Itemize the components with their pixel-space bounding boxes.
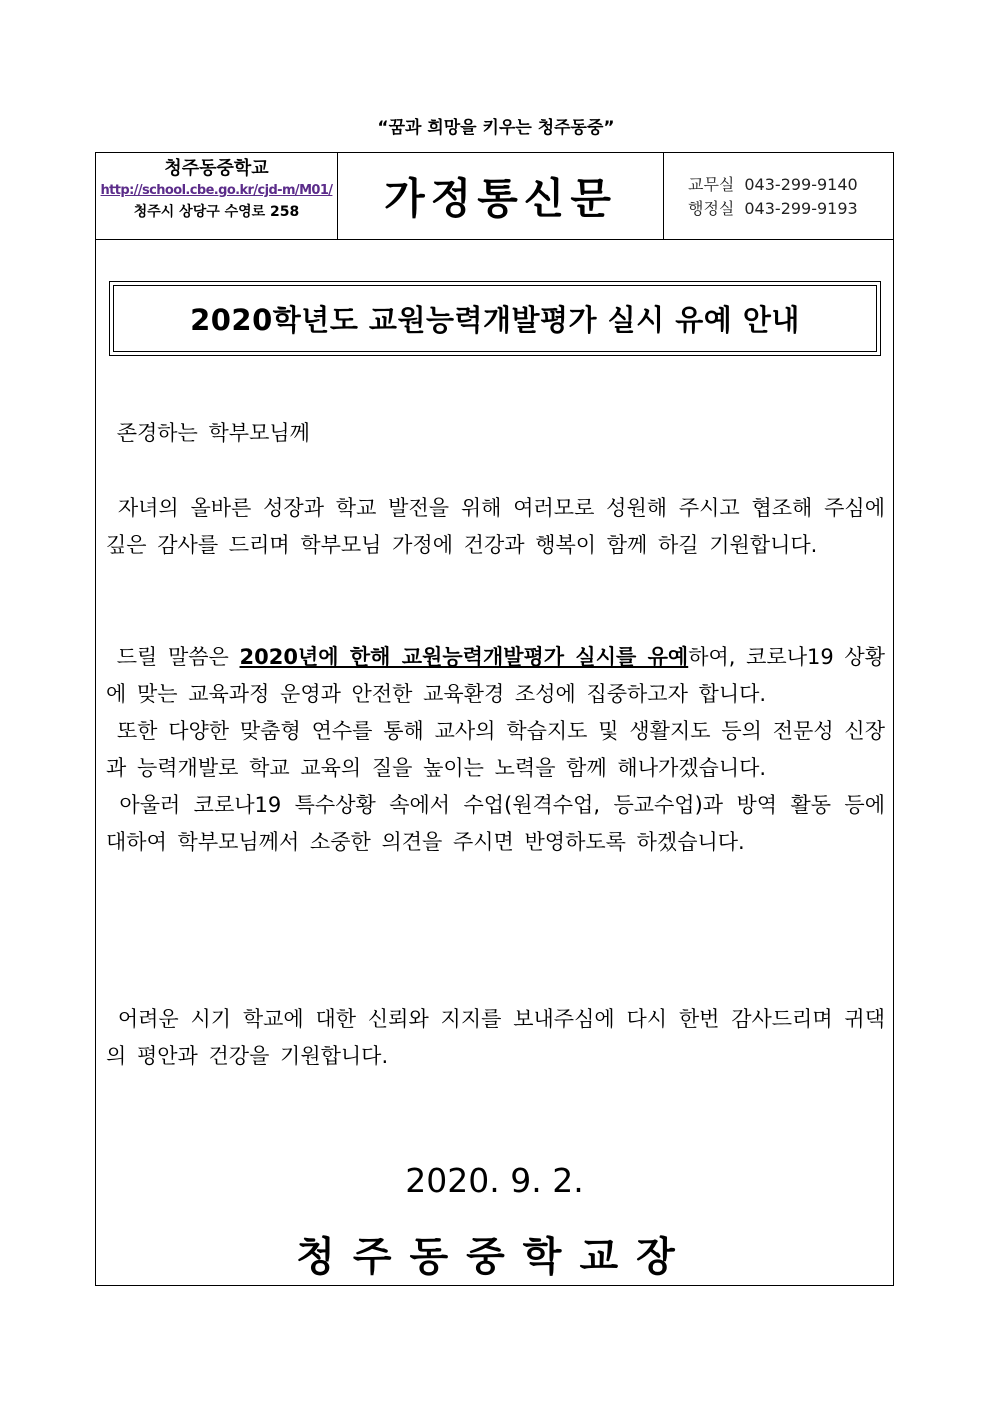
phone-row-academic bbox=[688, 173, 893, 197]
principal-signature: 청주동중학교장 bbox=[296, 1234, 693, 1280]
newsletter-header bbox=[96, 153, 893, 240]
issue-date: 2020. 9. 2. bbox=[405, 1161, 584, 1200]
greeting: 존경하는 학부모님께 bbox=[116, 421, 310, 445]
newsletter-title-cell bbox=[338, 153, 664, 239]
paragraph-thanks: 자녀의 올바른 성장과 학교 발전을 위해 여러모로 성원해 주시고 협조해 주심에 깊은 감사를 드리며 학부모님 가정에 건강과 행복이 함께 하길 기원합니다. bbox=[106, 496, 885, 557]
document-title-box bbox=[109, 281, 881, 356]
paragraph-closing: 어려운 시기 학교에 대한 신뢰와 지지를 보내주심에 다시 한번 감사드리며 귀댁의 평안과 건강을 기원합니다. bbox=[106, 1007, 885, 1068]
newsletter-title: 가정통신문 bbox=[384, 174, 617, 223]
school-info bbox=[96, 153, 338, 239]
school-name: 청주동중학교 bbox=[164, 158, 269, 179]
school-motto: “꿈과 희망을 키우는 청주동중” bbox=[377, 118, 615, 138]
paragraph-notice: 드릴 말씀은 2020년에 한해 교원능력개발평가 실시를 유예하여, 코로나19 상황에 맞는 교육과정 운영과 안전한 교육환경 조성에 집중하고자 합니다. 또한 다양한 맞춤형 연수를 통해 교사의 학습지도 및 생활지도 등의 전문성 신장과 능력개발로 학교 교육의 질을 높이는 노력을 함께 해나가겠습니다. 아울러 코로나19 특수상황 속에서 수업(원격수업, 등교수업)과 방역 활동 등에 대하여 학부모님께서 소중한 의견을 주시면 반영하도록 하겠습니다. bbox=[106, 645, 886, 854]
document-title: 2020학년도 교원능력개발평가 실시 유예 안내 bbox=[190, 303, 800, 337]
phone-number: 043-299-9193 bbox=[744, 199, 858, 218]
school-address: 청주시 상당구 수영로 258 bbox=[133, 204, 300, 220]
phone-label: 행정실 bbox=[688, 199, 735, 218]
phone-number: 043-299-9140 bbox=[744, 175, 858, 194]
newsletter-frame bbox=[95, 152, 894, 1286]
phone-row-admin bbox=[688, 197, 893, 221]
school-url-link[interactable]: http://school.cbe.go.kr/cjd-m/M01/ bbox=[100, 183, 333, 198]
highlighted-notice: 2020년에 한해 교원능력개발평가 실시를 유예 bbox=[239, 645, 689, 669]
contact-info bbox=[664, 153, 893, 239]
phone-label: 교무실 bbox=[688, 175, 735, 194]
